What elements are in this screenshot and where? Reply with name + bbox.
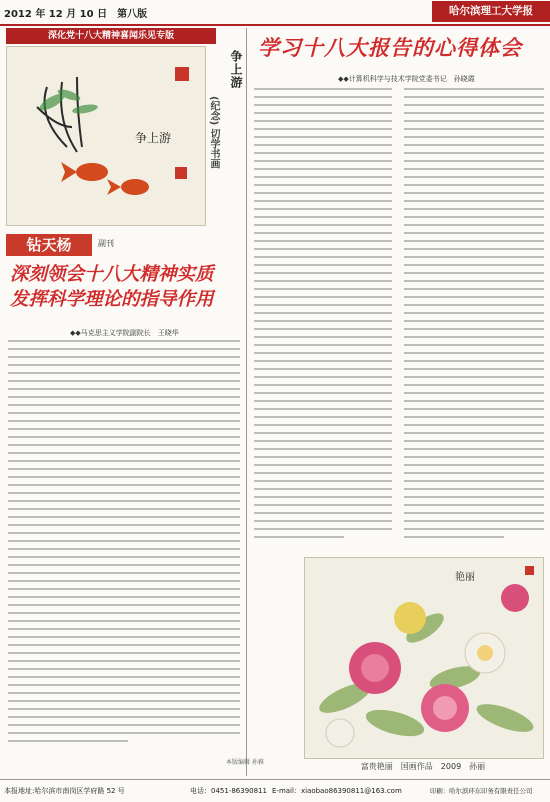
peony-painting	[304, 557, 544, 759]
author-role: 副刊	[98, 239, 114, 248]
right-article-body	[254, 88, 546, 550]
column-banner: 深化党十八大精神喜闻乐见专版	[6, 28, 216, 44]
newspaper-name: 哈尔滨理工大学报	[432, 1, 550, 22]
column-divider	[246, 28, 247, 776]
main-article-title: 学习十八大报告的心得体会	[258, 36, 522, 60]
byline-right: ◆◆计算机科学与技术学院党委书记 孙晓霞	[338, 75, 475, 83]
left-article-body	[8, 340, 240, 750]
byline-left: ◆◆马克思主义学院副院长 王晓华	[70, 329, 179, 337]
svg-text:艳丽: 艳丽	[455, 572, 475, 583]
footer-email[interactable]: E-mail：xiaobao86390811@163.com	[272, 787, 402, 795]
page-editor-credit: 本版编辑 孙雅	[226, 759, 264, 766]
author-name: 钻天杨	[6, 234, 92, 256]
article-title-line-1: 深刻领会十八大精神实质	[10, 264, 214, 285]
goldfish-painting	[6, 46, 206, 226]
page-footer	[0, 779, 550, 802]
article-title-line-2: 发挥科学理论的指导作用	[10, 289, 214, 310]
column-title-main: 争上游	[229, 50, 243, 89]
article-title-left	[10, 262, 230, 312]
painting-caption: 富贵艳丽 国画作品 2009 孙丽	[360, 762, 486, 771]
footer-printer: 印刷：哈尔滨环东印务有限责任公司	[430, 787, 533, 795]
svg-text:争上游: 争上游	[135, 131, 172, 145]
column-title-sub: (纪念) 切学书画	[208, 96, 219, 169]
issue-date: 2012 年 12 月 10 日 第八版	[4, 9, 148, 20]
footer-address: 本报地址:哈尔滨市南岗区学府路 52 号	[4, 787, 125, 795]
footer-phone: 电话：0451-86390811	[190, 787, 267, 795]
